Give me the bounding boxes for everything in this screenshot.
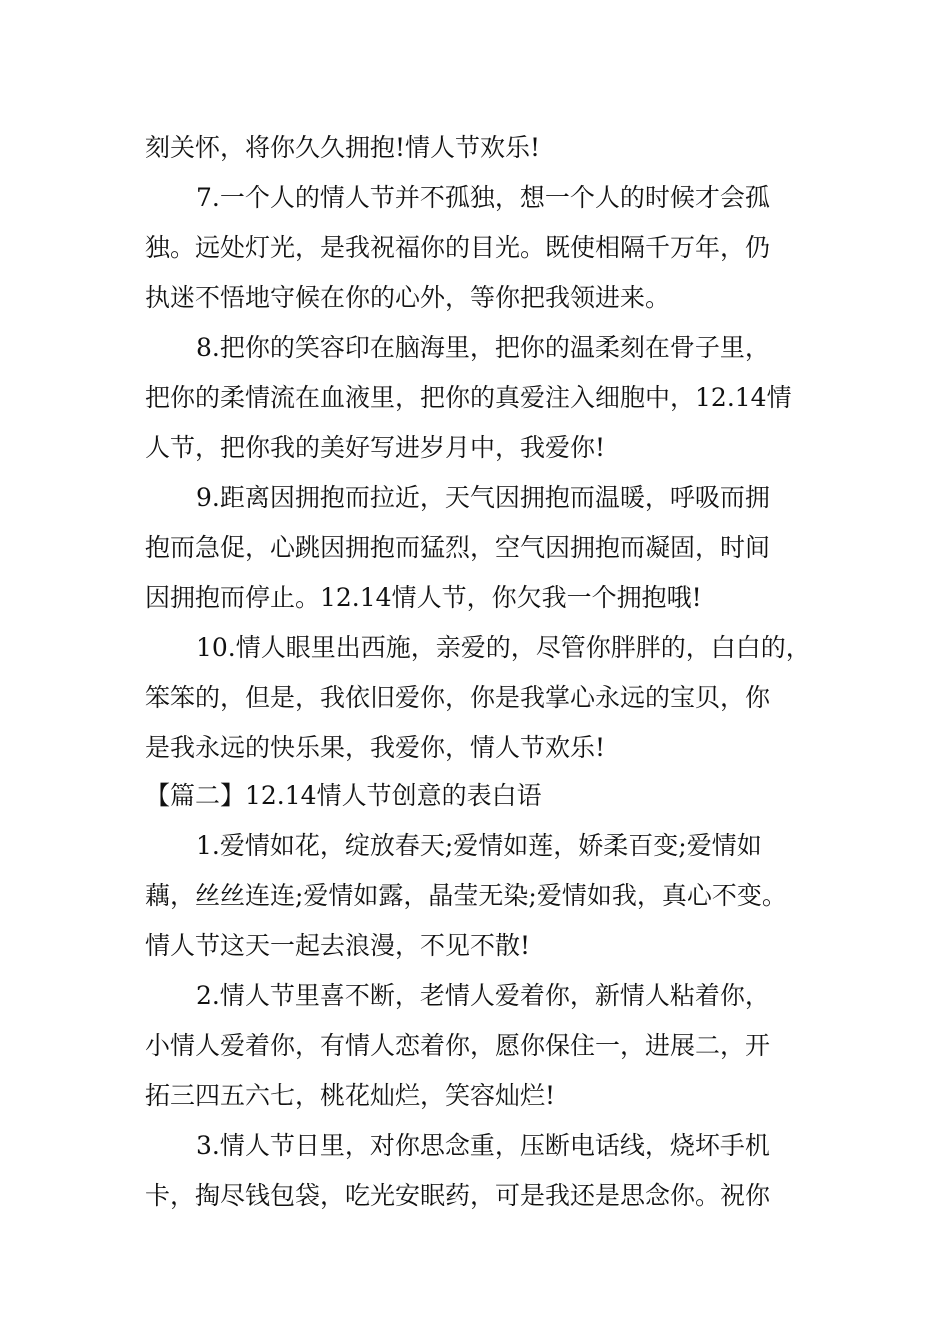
- text-line: 卡，掏尽钱包袋，吃光安眠药，可是我还是思念你。祝你: [145, 1181, 771, 1210]
- text-line: 笨笨的，但是，我依旧爱你，你是我掌心永远的宝贝，你: [145, 683, 771, 712]
- text-line: 1.爱情如花，绽放春天;爱情如莲，娇柔百变;爱情如: [196, 831, 762, 860]
- text-line: 10.情人眼里出西施，亲爱的，尽管你胖胖的，白白的，: [196, 633, 811, 662]
- text-line: 拓三四五六七，桃花灿烂，笑容灿烂!: [145, 1081, 556, 1110]
- text-line: 抱而急促，心跳因拥抱而猛烈，空气因拥抱而凝固，时间: [145, 533, 771, 562]
- text-line: 藕，丝丝连连;爱情如露，晶莹无染;爱情如我，真心不变。: [145, 881, 787, 910]
- text-line: 8.把你的笑容印在脑海里，把你的温柔刻在骨子里，: [196, 333, 770, 362]
- text-line: 是我永远的快乐果，我爱你，情人节欢乐!: [145, 733, 606, 762]
- section-heading: 【篇二】12.14情人节创意的表白语: [145, 781, 542, 810]
- text-line: 把你的柔情流在血液里，把你的真爱注入细胞中，12.14情: [145, 383, 792, 412]
- text-line: 人节，把你我的美好写进岁月中，我爱你!: [145, 433, 606, 462]
- text-line: 独。远处灯光，是我祝福你的目光。既使相隔千万年，仍: [145, 233, 771, 262]
- text-line: 因拥抱而停止。12.14情人节，你欠我一个拥抱哦!: [145, 583, 702, 612]
- text-line: 小情人爱着你，有情人恋着你，愿你保住一，进展二，开: [145, 1031, 771, 1060]
- text-line: 9.距离因拥抱而拉近，天气因拥抱而温暖，呼吸而拥: [196, 483, 770, 512]
- text-line: 2.情人节里喜不断，老情人爱着你，新情人粘着你，: [196, 981, 770, 1010]
- text-line: 3.情人节日里，对你思念重，压断电话线，烧坏手机: [196, 1131, 770, 1160]
- text-line: 7.一个人的情人节并不孤独，想一个人的时候才会孤: [196, 183, 770, 212]
- text-line: 刻关怀，将你久久拥抱!情人节欢乐!: [145, 133, 541, 162]
- text-line: 情人节这天一起去浪漫，不见不散!: [145, 931, 531, 960]
- text-line: 执迷不悟地守候在你的心外，等你把我领进来。: [145, 283, 671, 312]
